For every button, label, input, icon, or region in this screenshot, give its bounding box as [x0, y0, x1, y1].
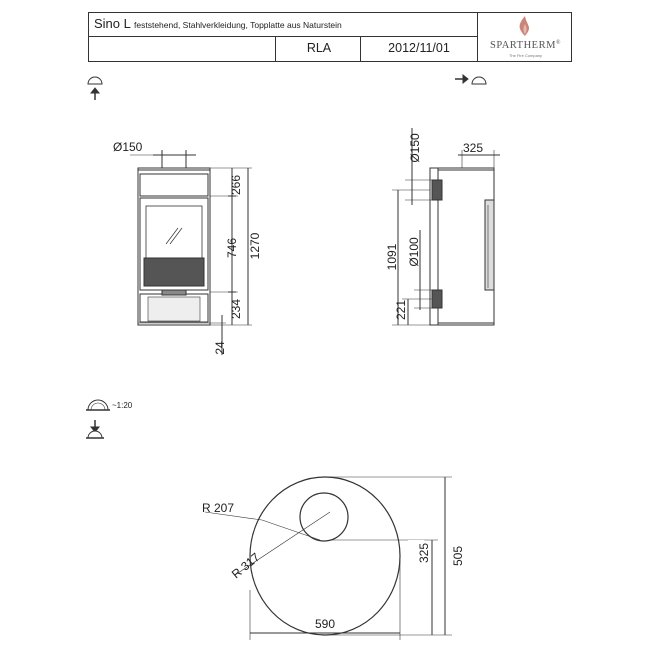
- side-air-inlet-height-dim: 221: [394, 299, 408, 321]
- front-flue-diameter-label: Ø150: [113, 140, 143, 154]
- front-plinth-dim: 24: [213, 341, 227, 355]
- front-bottom-dim: 234: [229, 298, 243, 320]
- side-air-inlet-diameter-label: Ø100: [407, 237, 421, 267]
- model-description: feststehend, Stahlverkleidung, Topplatte aus Naturstein: [134, 20, 342, 30]
- flue-circle: [300, 493, 348, 541]
- top-storage-compartment: [140, 174, 208, 196]
- view-from-front-icon: [88, 77, 102, 100]
- door-glass: [146, 206, 202, 258]
- scale-icon: [86, 400, 110, 410]
- flue-outlet: [432, 180, 442, 200]
- side-flue-diameter-label: Ø150: [408, 133, 422, 163]
- scale-label: ~1:20: [112, 401, 133, 410]
- front-top-dim: 266: [229, 174, 243, 196]
- author: RLA: [306, 41, 332, 55]
- plan-inner-radius-label: R 207: [202, 501, 235, 515]
- view-from-top-icon: [86, 420, 104, 438]
- firebox-base: [144, 258, 204, 286]
- air-inlet: [432, 290, 442, 308]
- side-flue-height-dim: 1091: [385, 243, 399, 271]
- plan-width-dim: 590: [314, 617, 336, 631]
- model-name: Sino L: [94, 16, 131, 31]
- plan-center-depth-dim: 325: [417, 542, 431, 564]
- date: 2012/11/01: [388, 41, 450, 55]
- stove-footprint: [250, 477, 400, 635]
- logo-wordmark: SPARTHERM®: [490, 40, 561, 51]
- logo-tagline: The Fire Company: [508, 53, 543, 58]
- side-flue-offset-dim: 325: [463, 141, 484, 155]
- plan-outer-radius-label: R 317: [228, 549, 263, 582]
- front-total-height-dim: 1270: [248, 232, 262, 260]
- plan-depth-dim: 505: [451, 545, 465, 567]
- front-door-dim: 746: [225, 237, 239, 259]
- view-from-side-icon: [455, 75, 486, 84]
